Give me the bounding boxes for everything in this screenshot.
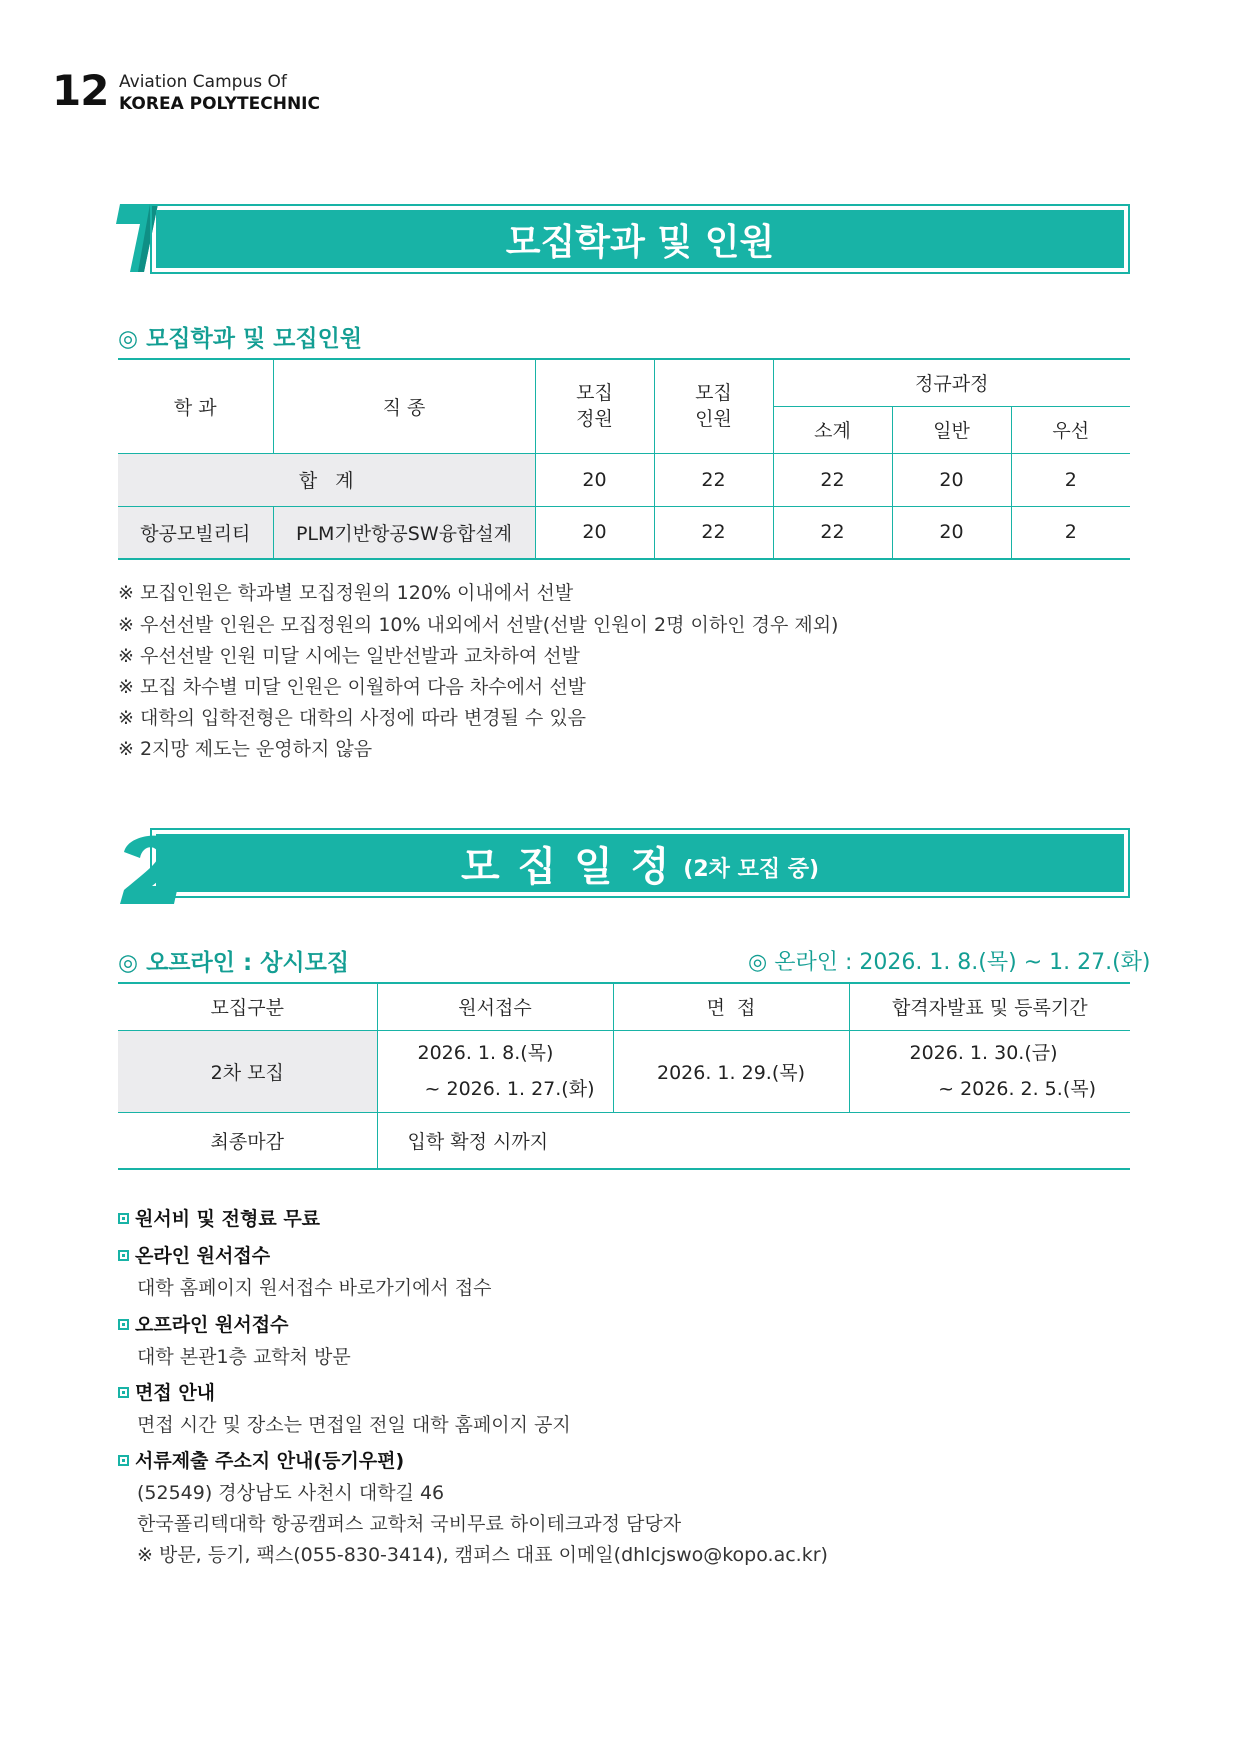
row-job: PLM기반항공SW융합설계	[273, 506, 535, 559]
header-general: 일반	[892, 406, 1011, 453]
row-dept: 항공모빌리티	[118, 506, 273, 559]
row-quota: 20	[535, 506, 654, 559]
bullet-heading	[118, 1204, 320, 1231]
section2-title: 모 집 일 정	[460, 843, 672, 890]
bullet-heading	[118, 1241, 270, 1268]
header-announcement: 합격자발표 및 등록기간	[849, 983, 1130, 1030]
row-announcement	[849, 1030, 1130, 1112]
total-subtotal: 22	[773, 453, 892, 506]
application-end: ~ 2026. 1. 27.(화)	[424, 1078, 595, 1100]
bullet-title: 면접 안내	[135, 1382, 216, 1404]
note-1: ※ 모집인원은 학과별 모집정원의 120% 이내에서 선발	[118, 582, 574, 604]
table-row	[118, 1112, 1130, 1169]
row-general: 20	[892, 506, 1011, 559]
bullet-heading	[118, 1378, 215, 1405]
row-subtotal: 22	[773, 506, 892, 559]
note-4: ※ 모집 차수별 미달 인원은 이월하여 다음 차수에서 선발	[118, 676, 587, 698]
square-bullet-icon	[118, 1319, 129, 1330]
bullet-text: 대학 홈페이지 원서접수 바로가기에서 접수	[137, 1277, 492, 1299]
bullet-text: (52549) 경상남도 사천시 대학길 46	[137, 1482, 445, 1504]
row-final-category: 최종마감	[118, 1112, 377, 1169]
total-general: 20	[892, 453, 1011, 506]
section2-subheading-offline: ◎ 오프라인 : 상시모집	[118, 950, 350, 976]
bullet-title: 원서비 및 전형료 무료	[135, 1208, 321, 1230]
header-recruit: 모집 인원	[654, 359, 773, 453]
bullet-title: 오프라인 원서접수	[135, 1314, 289, 1336]
section1-banner	[150, 204, 1130, 274]
row-interview: 2026. 1. 29.(목)	[613, 1030, 849, 1112]
bullet-text: ※ 방문, 등기, 팩스(055-830-3414), 캠퍼스 대표 이메일(dhlcjswo@kopo.ac.kr)	[137, 1544, 828, 1566]
row-category: 2차 모집	[118, 1030, 377, 1112]
square-bullet-icon	[118, 1387, 129, 1398]
square-bullet-icon	[118, 1213, 129, 1224]
announcement-start: 2026. 1. 30.(금)	[909, 1042, 1058, 1064]
row-final-text: 입학 확정 시까지	[377, 1112, 1130, 1169]
section2-banner	[150, 828, 1130, 898]
header-interview: 면 접	[613, 983, 849, 1030]
total-recruit: 22	[654, 453, 773, 506]
bullet-title: 온라인 원서접수	[135, 1245, 271, 1267]
section2-title-wrap	[156, 834, 1124, 892]
header-job: 직 종	[273, 359, 535, 453]
header-subtotal: 소계	[773, 406, 892, 453]
table-row	[118, 1030, 1130, 1112]
row-priority: 2	[1011, 506, 1130, 559]
header-priority: 우선	[1011, 406, 1130, 453]
note-2: ※ 우선선발 인원은 모집정원의 10% 내외에서 선발(선발 인원이 2명 이하인 경우 제외)	[118, 614, 839, 636]
announcement-end: ~ 2026. 2. 5.(목)	[938, 1078, 1096, 1100]
section1-subheading: ◎ 모집학과 및 모집인원	[118, 326, 363, 352]
application-start: 2026. 1. 8.(목)	[417, 1042, 554, 1064]
row-application	[377, 1030, 613, 1112]
bullet-text: 면접 시간 및 장소는 면접일 전일 대학 홈페이지 공지	[137, 1414, 571, 1436]
bullet-text: 한국폴리텍대학 항공캠퍼스 교학처 국비무료 하이테크과정 담당자	[137, 1513, 682, 1535]
total-priority: 2	[1011, 453, 1130, 506]
bullet-heading	[118, 1310, 288, 1337]
section2-title-sub: (2차 모집 중)	[683, 856, 820, 882]
bullet-title: 서류제출 주소지 안내(등기우편)	[135, 1450, 405, 1472]
schedule-table	[118, 982, 1130, 1170]
header-regular-course: 정규과정	[773, 359, 1130, 406]
total-quota: 20	[535, 453, 654, 506]
section2-subheading-online: ◎ 온라인 : 2026. 1. 8.(목) ~ 1. 27.(화)	[748, 950, 1151, 975]
square-bullet-icon	[118, 1455, 129, 1466]
note-6: ※ 2지망 제도는 운영하지 않음	[118, 738, 373, 760]
header-quota: 모집 정원	[535, 359, 654, 453]
header-application: 원서접수	[377, 983, 613, 1030]
total-label: 합 계	[118, 453, 535, 506]
section1-title: 모집학과 및 인원	[505, 221, 775, 263]
page-number: 12	[52, 66, 109, 115]
campus-name-line1: Aviation Campus Of	[119, 72, 287, 92]
row-recruit: 22	[654, 506, 773, 559]
header-dept: 학 과	[118, 359, 273, 453]
bullet-heading	[118, 1446, 404, 1473]
campus-name-line2: KOREA POLYTECHNIC	[119, 94, 320, 114]
note-5: ※ 대학의 입학전형은 대학의 사정에 따라 변경될 수 있음	[118, 707, 587, 729]
table-row	[118, 506, 1130, 559]
note-3: ※ 우선선발 인원 미달 시에는 일반선발과 교차하여 선발	[118, 645, 580, 667]
recruitment-table	[118, 358, 1130, 560]
total-row	[118, 453, 1130, 506]
header-category: 모집구분	[118, 983, 377, 1030]
bullet-text: 대학 본관1층 교학처 방문	[137, 1346, 351, 1368]
square-bullet-icon	[118, 1250, 129, 1261]
